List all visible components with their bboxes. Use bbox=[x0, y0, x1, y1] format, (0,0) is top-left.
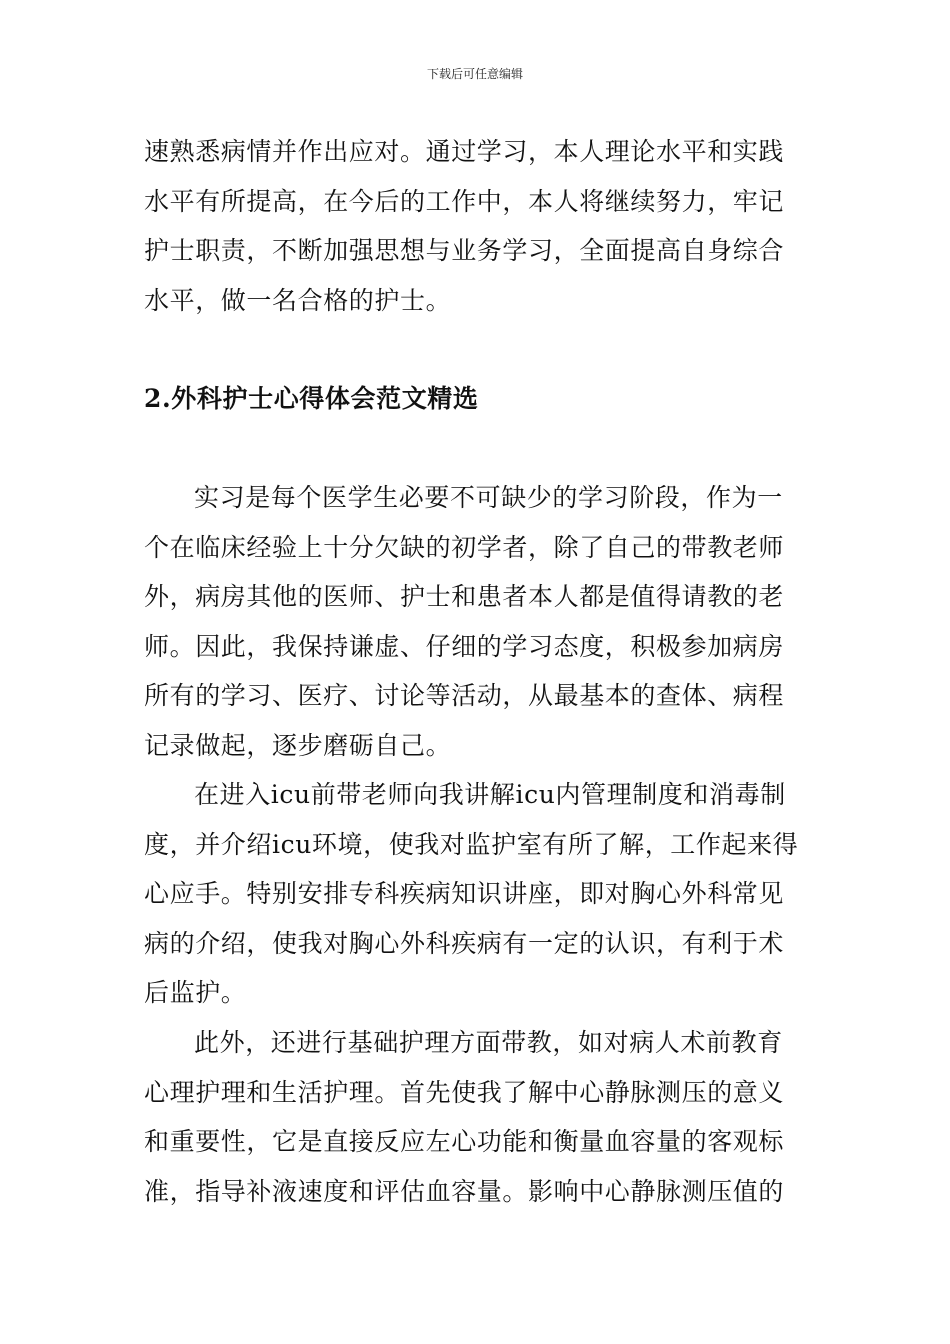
page-header: 下载后可任意编辑 bbox=[426, 67, 523, 81]
text-line: 后监护。 bbox=[144, 978, 247, 1007]
text-line: 在进入icu前带老师向我讲解icu内管理制度和消毒制 bbox=[194, 780, 786, 809]
text-line: 外，病房其他的医师、护士和患者本人都是值得请教的老 bbox=[144, 582, 785, 611]
text-line: 护士职责，不断加强思想与业务学习，全面提高自身综合 bbox=[144, 236, 785, 265]
text-line: 心理护理和生活护理。首先使我了解中心静脉测压的意义 bbox=[144, 1077, 785, 1107]
text-line: 水平，做一名合格的护士。 bbox=[144, 285, 452, 315]
paragraph-1 bbox=[144, 473, 808, 770]
text-line: 病的介绍，使我对胸心外科疾病有一定的认识，有利于术 bbox=[144, 928, 785, 958]
text-line: 所有的学习、医疗、讨论等活动，从最基本的查体、病程 bbox=[144, 681, 785, 710]
text-line: 度，并介绍icu环境，使我对监护室有所了解，工作起来得 bbox=[144, 829, 799, 859]
section-heading: 2.外科护士心得体会范文精选 bbox=[144, 384, 479, 413]
paragraph-2 bbox=[144, 770, 808, 1018]
text-line: 师。因此，我保持谦虚、仔细的学习态度，积极参加病房 bbox=[144, 631, 785, 661]
text-line: 个在临床经验上十分欠缺的初学者，除了自己的带教老师 bbox=[144, 532, 785, 562]
text-line: 准，指导补液速度和评估血容量。影响中心静脉测压值的 bbox=[144, 1176, 785, 1206]
text-line: 和重要性，它是直接反应左心功能和衡量血容量的客观标 bbox=[144, 1127, 785, 1156]
text-line: 记录做起，逐步磨砺自己。 bbox=[144, 730, 452, 760]
text-line: 心应手。特别安排专科疾病知识讲座，即对胸心外科常见 bbox=[144, 879, 785, 908]
text-line: 水平有所提高，在今后的工作中，本人将继续努力，牢记 bbox=[144, 186, 785, 216]
text-line: 此外，还进行基础护理方面带教，如对病人术前教育 bbox=[194, 1028, 783, 1057]
paragraph-3 bbox=[144, 1018, 808, 1216]
text-line: 速熟悉病情并作出应对。通过学习，本人理论水平和实践 bbox=[144, 137, 785, 166]
text-line: 实习是每个医学生必要不可缺少的学习阶段，作为一 bbox=[194, 483, 783, 512]
continuation-paragraph bbox=[144, 127, 808, 325]
